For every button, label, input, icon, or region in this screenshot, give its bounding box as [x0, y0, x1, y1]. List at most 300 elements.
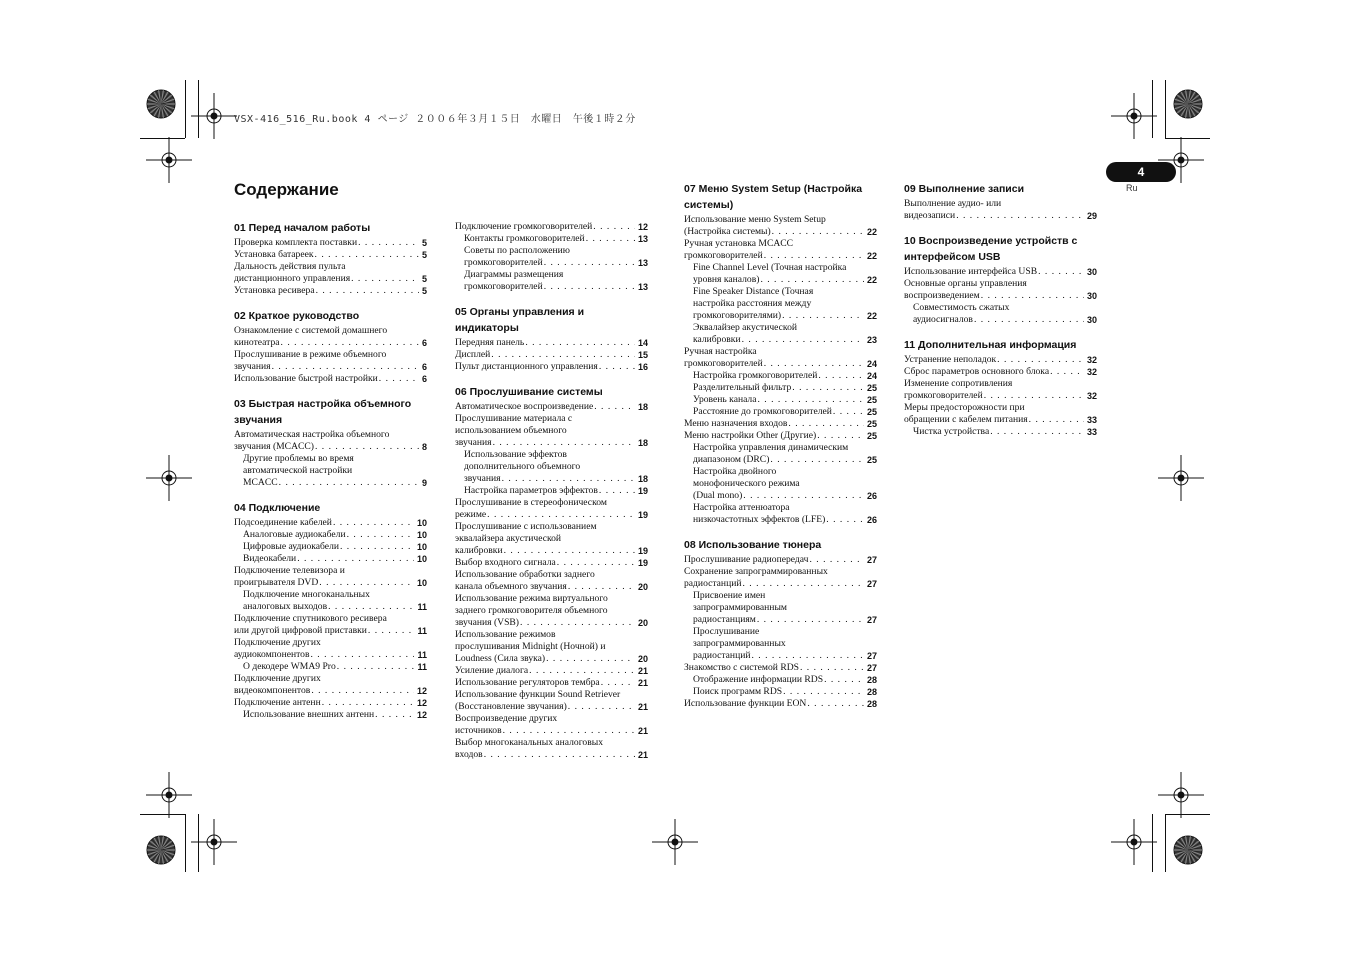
entry-text: видеозаписи	[904, 210, 956, 221]
entry-text: Подключение других	[234, 637, 321, 648]
entry-text: Другие проблемы во время	[243, 453, 354, 464]
dot-leader	[770, 454, 864, 466]
toc-entry[interactable]	[684, 502, 877, 526]
toc-entry[interactable]	[455, 337, 648, 349]
toc-entry[interactable]	[684, 430, 877, 442]
toc-section	[904, 337, 1097, 438]
print-header-line: VSX-416_516_Ru.book 4 ページ ２００６年３月１５日 水曜日 午後１時２分	[234, 114, 636, 125]
entry-text: дистанционного управления	[234, 273, 351, 284]
page-ref: 12	[637, 222, 648, 232]
page-ref: 20	[637, 654, 648, 664]
page-ref: 27	[866, 555, 877, 565]
registration-crosshair-icon	[1111, 93, 1157, 139]
toc-entry[interactable]	[455, 737, 648, 761]
page-ref: 11	[417, 662, 427, 672]
crop-line	[140, 814, 185, 815]
toc-entry[interactable]	[234, 373, 427, 385]
page-ref: 22	[866, 251, 877, 261]
toc-entry[interactable]	[684, 626, 877, 662]
color-target-icon	[1173, 835, 1203, 865]
toc-section	[455, 221, 648, 293]
crop-line	[140, 138, 185, 139]
entry-text: Использование обработки заднего	[455, 569, 595, 580]
toc-entry[interactable]	[455, 521, 648, 557]
toc-entry[interactable]	[234, 697, 427, 709]
entry-text: Сброс параметров основного блока	[904, 366, 1050, 377]
toc-entry[interactable]	[684, 686, 877, 698]
page-ref: 28	[866, 699, 877, 709]
dot-leader	[281, 337, 419, 349]
toc-entry[interactable]	[684, 322, 877, 346]
entry-text: или другой цифровой приставки	[234, 625, 367, 636]
page-ref: 25	[866, 407, 877, 417]
page-ref: 26	[866, 491, 877, 501]
dot-leader	[310, 649, 414, 661]
entry-text: Прослушивание	[693, 626, 760, 637]
entry-text: радиостанциям	[693, 614, 756, 625]
dot-leader	[800, 662, 864, 674]
toc-entry[interactable]	[234, 349, 427, 373]
dot-leader	[601, 677, 635, 689]
toc-entry[interactable]	[684, 590, 877, 626]
entry-text: Эквалайзер акустической	[693, 322, 798, 333]
registration-crosshair-icon	[146, 455, 192, 501]
dot-leader	[594, 401, 635, 413]
toc-entry[interactable]	[684, 346, 877, 370]
page-ref: 18	[637, 474, 648, 484]
registration-crosshair-icon	[146, 137, 192, 183]
color-target-icon	[146, 835, 176, 865]
page-ref: 10	[416, 554, 427, 564]
registration-crosshair-icon	[1158, 137, 1204, 183]
toc-section	[234, 308, 427, 385]
dot-leader	[742, 334, 864, 346]
toc-entry[interactable]	[684, 394, 877, 406]
toc-entry[interactable]	[234, 249, 427, 261]
section-heading: 06 Прослушивание системы	[455, 386, 603, 398]
entry-text: громкоговорителями)	[693, 310, 782, 321]
toc-entry[interactable]	[684, 698, 877, 710]
section-heading: 01 Перед началом работы	[234, 222, 371, 234]
crop-line	[198, 80, 199, 138]
toc-section	[234, 220, 427, 297]
toc-entry[interactable]	[455, 569, 648, 593]
entry-text: дополнительного объемного	[464, 461, 581, 472]
entry-text: Дисплей	[455, 349, 491, 360]
entry-text: Знакомство с системой RDS	[684, 662, 799, 673]
toc-entry[interactable]	[684, 466, 877, 502]
page-ref: 27	[866, 615, 877, 625]
page-ref: 6	[421, 362, 427, 372]
toc-entry[interactable]	[234, 709, 427, 721]
section-heading: 08 Использование тюнера	[684, 539, 822, 551]
dot-leader	[818, 370, 864, 382]
page-ref: 21	[637, 666, 648, 676]
page-ref: 21	[637, 726, 648, 736]
entry-text: Меню настройки Other (Другие)	[684, 430, 817, 441]
page-ref: 25	[866, 383, 877, 393]
toc-entry[interactable]	[455, 413, 648, 449]
entry-text: Fine Channel Level (Точная настройка	[693, 262, 847, 273]
toc-entry[interactable]	[234, 553, 427, 565]
page-ref: 15	[637, 350, 648, 360]
toc-entry[interactable]	[455, 689, 648, 713]
dot-leader	[757, 394, 864, 406]
toc-entry[interactable]	[904, 366, 1097, 378]
dot-leader	[520, 617, 635, 629]
section-heading: 07 Меню System Setup (Настройка системы)	[684, 183, 863, 211]
toc-column-2	[455, 221, 648, 772]
dot-leader	[764, 358, 864, 370]
page-ref: 22	[866, 227, 877, 237]
entry-text: Автоматическое воспроизведение	[455, 401, 594, 412]
dot-leader	[358, 237, 419, 249]
page-ref: 29	[1086, 211, 1097, 221]
entry-text: Усиление диалога	[455, 665, 529, 676]
page-ref: 5	[421, 286, 427, 296]
entry-text: видеокомпонентов	[234, 685, 311, 696]
crop-line	[1165, 138, 1210, 139]
entry-text: аудиосигналов	[913, 314, 973, 325]
page-ref: 33	[1086, 415, 1097, 425]
toc-entry[interactable]	[234, 285, 427, 297]
toc-section	[684, 537, 877, 710]
toc-entry[interactable]	[455, 593, 648, 629]
entry-text: Диаграммы размещения	[464, 269, 564, 280]
entry-text: Fine Speaker Distance (Точная	[693, 286, 814, 297]
toc-entry[interactable]	[904, 266, 1097, 278]
entry-text: Разделительный фильтр	[693, 382, 792, 393]
section-heading: 10 Воспроизведение устройств с интерфейсом USB	[904, 235, 1078, 263]
toc-entry[interactable]	[234, 541, 427, 553]
toc-entry[interactable]	[455, 401, 648, 413]
crop-line	[1165, 814, 1210, 815]
dot-leader	[529, 665, 635, 677]
entry-text: Присвоение имен	[693, 590, 766, 601]
page-ref: 18	[637, 438, 648, 448]
entry-text: Поиск программ RDS	[693, 686, 783, 697]
entry-text: Контакты громкоговорителей	[464, 233, 585, 244]
crop-line	[185, 80, 186, 138]
entry-text: Ручная установка MCACC	[684, 238, 794, 249]
toc-entry[interactable]	[234, 261, 427, 285]
toc-entry[interactable]	[455, 245, 648, 269]
toc-entry[interactable]	[234, 429, 427, 453]
entry-text: радиостанций	[693, 650, 751, 661]
toc-entry[interactable]	[904, 426, 1097, 438]
entry-text: Использование режимов	[455, 629, 556, 640]
entry-text: Установка батареек	[234, 249, 314, 260]
entry-text: радиостанций	[684, 578, 742, 589]
page-ref: 19	[637, 546, 648, 556]
entry-text: уровня каналов)	[693, 274, 760, 285]
section-heading: 02 Краткое руководство	[234, 310, 360, 322]
entry-text: Выполнение аудио- или	[904, 198, 1002, 209]
toc-entry[interactable]	[455, 349, 648, 361]
toc-entry[interactable]	[684, 554, 877, 566]
toc-entry[interactable]	[234, 661, 427, 673]
dot-leader	[990, 426, 1084, 438]
dot-leader	[322, 697, 414, 709]
toc-entry[interactable]	[455, 677, 648, 689]
dot-leader	[557, 557, 635, 569]
toc-entry[interactable]	[234, 517, 427, 529]
crop-line	[1152, 80, 1153, 138]
dot-leader	[772, 226, 864, 238]
page-ref: 19	[637, 558, 648, 568]
toc-entry[interactable]	[684, 406, 877, 418]
entry-text: Использование функции Sound Retriever	[455, 689, 621, 700]
toc-column-4	[904, 181, 1097, 449]
entry-text: Чистка устройства	[913, 426, 990, 437]
entry-text: Использование режима виртуального	[455, 593, 608, 604]
entry-text: Подключение других	[234, 673, 321, 684]
toc-entry[interactable]	[455, 269, 648, 293]
page-ref: 24	[866, 371, 877, 381]
entry-text: Изменение сопротивления	[904, 378, 1013, 389]
toc-column-3	[684, 181, 877, 721]
entry-text: (Настройка системы)	[684, 226, 771, 237]
toc-section	[455, 384, 648, 761]
toc-entry[interactable]	[455, 629, 648, 665]
toc-entry[interactable]	[904, 354, 1097, 366]
entry-text: монофонического режима	[693, 478, 800, 489]
page-ref: 12	[416, 698, 427, 708]
dot-leader	[297, 553, 414, 565]
entry-text: громкоговорителей	[904, 390, 983, 401]
page-ref: 19	[637, 486, 648, 496]
dot-leader	[487, 509, 635, 521]
page-ref: 22	[866, 275, 877, 285]
entry-text: Настройка двойного	[693, 466, 777, 477]
entry-text: низкочастотных эффектов (LFE)	[693, 514, 826, 525]
page-ref: 27	[866, 663, 877, 673]
toc-entry[interactable]	[455, 449, 648, 485]
dot-leader	[997, 354, 1084, 366]
crop-line	[198, 814, 199, 872]
dot-leader	[760, 274, 864, 286]
crop-line	[185, 814, 186, 872]
dot-leader	[368, 625, 415, 637]
page-ref: 9	[421, 478, 427, 488]
page-ref: 16	[637, 362, 648, 372]
section-heading: 11 Дополнительная информация	[904, 339, 1077, 351]
dot-leader	[586, 233, 635, 245]
toc-column-1	[234, 220, 427, 732]
entry-text: Подсоединение кабелей	[234, 517, 332, 528]
toc-entry[interactable]	[904, 198, 1097, 222]
entry-text: Пульт дистанционного управления	[455, 361, 598, 372]
registration-crosshair-icon	[1111, 819, 1157, 865]
toc-entry[interactable]	[684, 262, 877, 286]
entry-text: Основные органы управления	[904, 278, 1027, 289]
entry-text: Подключение многоканальных	[243, 589, 370, 600]
toc-section	[234, 396, 427, 489]
entry-text: Дальность действия пульта	[234, 261, 346, 272]
entry-text: калибровки	[455, 545, 503, 556]
toc-entry[interactable]	[684, 566, 877, 590]
dot-leader	[379, 373, 419, 385]
entry-text: прослушивания Midnight (Ночной) и	[455, 641, 606, 652]
entry-text: Передняя панель	[455, 337, 525, 348]
dot-leader	[1029, 414, 1084, 426]
toc-entry[interactable]	[455, 665, 648, 677]
entry-text: аудиокомпонентов	[234, 649, 310, 660]
toc-entry[interactable]	[684, 662, 877, 674]
toc-entry[interactable]	[455, 221, 648, 233]
toc-entry[interactable]	[684, 442, 877, 466]
page-ref: 27	[866, 579, 877, 589]
entry-text: источников	[455, 725, 502, 736]
page-ref: 8	[421, 442, 427, 452]
dot-leader	[751, 650, 864, 662]
entry-text: запрограммированных	[693, 638, 786, 649]
toc-entry[interactable]	[684, 382, 877, 394]
entry-text: громкоговорителей	[684, 250, 763, 261]
page-ref: 30	[1086, 291, 1097, 301]
dot-leader	[593, 221, 635, 233]
toc-entry[interactable]	[684, 214, 877, 238]
entry-text: обращении с кабелем питания	[904, 414, 1028, 425]
page-ref: 21	[637, 702, 648, 712]
dot-leader	[502, 473, 635, 485]
entry-text: громкоговорителей	[684, 358, 763, 369]
page-ref: 13	[637, 234, 648, 244]
page-ref: 11	[417, 602, 427, 612]
dot-leader	[491, 349, 635, 361]
page-ref: 12	[416, 710, 427, 720]
dot-leader	[826, 514, 864, 526]
toc-entry[interactable]	[234, 453, 427, 489]
page-ref: 28	[866, 675, 877, 685]
toc-entry[interactable]	[234, 529, 427, 541]
entry-text: входов	[455, 749, 483, 760]
entry-text: Использование быстрой настройки	[234, 373, 378, 384]
toc-entry[interactable]	[684, 418, 877, 430]
registration-crosshair-icon	[1158, 455, 1204, 501]
section-heading: 05 Органы управления и индикаторы	[455, 306, 585, 334]
section-heading: 09 Выполнение записи	[904, 183, 1025, 195]
toc-entry[interactable]	[684, 286, 877, 322]
page-ref: 32	[1086, 367, 1097, 377]
language-label: Ru	[1126, 183, 1138, 193]
dot-leader	[956, 210, 1084, 222]
entry-text: канала объемного звучания	[455, 581, 567, 592]
entry-text: Использование эффектов	[464, 449, 567, 460]
toc-entry[interactable]	[234, 237, 427, 249]
dot-leader	[315, 441, 419, 453]
page-ref: 21	[637, 678, 648, 688]
dot-leader	[272, 361, 419, 373]
toc-entry[interactable]	[455, 233, 648, 245]
dot-leader	[279, 477, 419, 489]
toc-entry[interactable]	[684, 674, 877, 686]
toc-entry[interactable]	[455, 557, 648, 569]
toc-entry[interactable]	[684, 370, 877, 382]
toc-entry[interactable]	[234, 325, 427, 349]
entry-text: Использование интерфейса USB	[904, 266, 1038, 277]
section-heading: 03 Быстрая настройка объемного звучания	[234, 398, 412, 426]
toc-entry[interactable]	[455, 497, 648, 521]
entry-text: Подключение громкоговорителей	[455, 221, 593, 232]
dot-leader	[484, 749, 635, 761]
toc-entry[interactable]	[904, 278, 1097, 302]
entry-text: Прослушивание в режиме объемного	[234, 349, 387, 360]
page-ref: 13	[637, 282, 648, 292]
dot-leader	[824, 674, 864, 686]
entry-text: аналоговых выходов	[243, 601, 328, 612]
toc-entry[interactable]	[904, 302, 1097, 326]
toc-entry[interactable]	[455, 713, 648, 737]
dot-leader	[984, 390, 1084, 402]
entry-text: Меры предосторожности при	[904, 402, 1025, 413]
dot-leader	[974, 314, 1084, 326]
page-ref: 14	[637, 338, 648, 348]
toc-entry[interactable]	[234, 589, 427, 613]
entry-text: эквалайзера акустической	[455, 533, 562, 544]
toc-entry[interactable]	[904, 402, 1097, 426]
toc-entry[interactable]	[234, 673, 427, 697]
crop-line	[1152, 814, 1153, 872]
page-ref: 25	[866, 419, 877, 429]
toc-entry[interactable]	[904, 378, 1097, 402]
entry-text: Ручная настройка	[684, 346, 757, 357]
page-ref: 20	[637, 618, 648, 628]
dot-leader	[792, 382, 864, 394]
dot-leader	[546, 653, 635, 665]
page-ref: 28	[866, 687, 877, 697]
page-ref: 32	[1086, 391, 1097, 401]
entry-text: Выбор входного сигнала	[455, 557, 556, 568]
page-ref: 20	[637, 582, 648, 592]
toc-entry[interactable]	[234, 637, 427, 661]
entry-text: Использование внешних антенн	[243, 709, 375, 720]
entry-text: диапазоном (DRC)	[693, 454, 770, 465]
page-ref: 6	[421, 374, 427, 384]
toc-entry[interactable]	[455, 361, 648, 373]
dot-leader	[319, 577, 414, 589]
page-ref: 10	[416, 518, 427, 528]
page-ref: 19	[637, 510, 648, 520]
entry-text: Прослушивание в стереофоническом	[455, 497, 607, 508]
entry-text: Настройка громкоговорителей	[693, 370, 818, 381]
toc-section	[684, 181, 877, 526]
toc-entry[interactable]	[684, 238, 877, 262]
dot-leader	[340, 541, 414, 553]
entry-text: (Dual mono)	[693, 490, 743, 501]
dot-leader	[351, 273, 419, 285]
dot-leader	[311, 685, 414, 697]
toc-entry[interactable]	[234, 565, 427, 589]
entry-text: Выбор многоканальных аналоговых	[455, 737, 603, 748]
page-ref: 21	[637, 750, 648, 760]
entry-text: Loudness (Сила звука)	[455, 653, 546, 664]
dot-leader	[1050, 366, 1084, 378]
toc-entry[interactable]	[455, 485, 648, 497]
dot-leader	[599, 485, 635, 497]
dot-leader	[315, 249, 419, 261]
toc-entry[interactable]	[234, 613, 427, 637]
entry-text: Аналоговые аудиокабели	[243, 529, 346, 540]
entry-text: режиме	[455, 509, 487, 520]
entry-text: Использование функции EON	[684, 698, 807, 709]
entry-text: автоматической настройки	[243, 465, 353, 476]
entry-text: Автоматическая настройка объемного	[234, 429, 390, 440]
page-ref: 10	[416, 530, 427, 540]
page-ref: 25	[866, 395, 877, 405]
page-ref: 24	[866, 359, 877, 369]
entry-text: Настройка аттенюатора	[693, 502, 790, 513]
